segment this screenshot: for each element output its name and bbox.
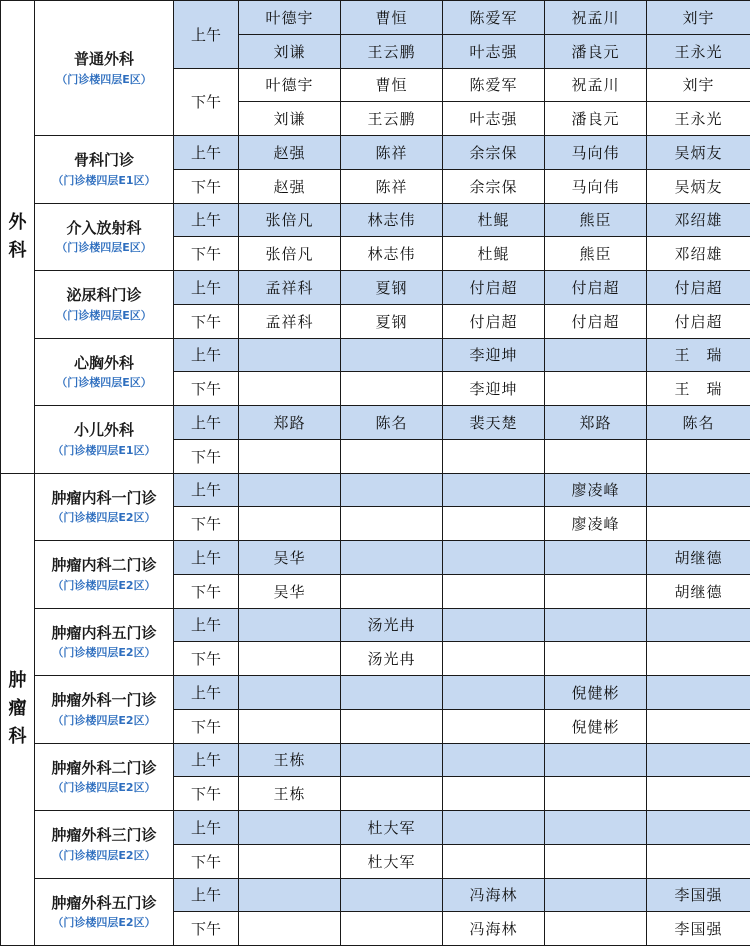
doctor-cell: 叶德宇 <box>239 1 341 35</box>
doctor-cell <box>239 878 341 912</box>
doctor-cell: 陈爱军 <box>443 1 545 35</box>
doctor-cell: 陈祥 <box>341 169 443 203</box>
doctor-cell: 张倍凡 <box>239 237 341 271</box>
doctor-cell: 马向伟 <box>545 136 647 170</box>
doctor-cell: 陈祥 <box>341 136 443 170</box>
category-label <box>1 1 35 474</box>
doctor-cell: 冯海林 <box>443 912 545 946</box>
doctor-cell <box>443 844 545 878</box>
department-name: 肿瘤外科三门诊 <box>51 826 157 844</box>
department-cell <box>35 271 174 339</box>
department-name: 骨科门诊 <box>73 151 134 169</box>
category-name: 外科 <box>8 211 27 261</box>
doctor-cell: 杜大军 <box>341 844 443 878</box>
doctor-cell: 郑路 <box>545 406 647 440</box>
doctor-cell: 吴炳友 <box>647 136 750 170</box>
time-slot: 下午 <box>174 574 239 608</box>
category-name: 肿瘤科 <box>8 670 27 748</box>
doctor-cell <box>545 608 647 642</box>
department-location: （门诊楼四层E区） <box>56 241 152 255</box>
doctor-cell <box>545 439 647 473</box>
doctor-cell: 王 瑞 <box>647 372 750 406</box>
doctor-cell: 付启超 <box>647 304 750 338</box>
doctor-cell <box>443 608 545 642</box>
schedule-row <box>1 608 750 642</box>
department-cell <box>35 136 174 204</box>
department-name: 肿瘤外科五门诊 <box>51 893 157 912</box>
time-slot: 下午 <box>174 372 239 406</box>
department-name: 肿瘤内科五门诊 <box>51 623 157 642</box>
doctor-cell: 廖凌峰 <box>545 473 647 507</box>
department-name: 肿瘤内科一门诊 <box>51 488 157 507</box>
doctor-cell <box>443 541 545 575</box>
time-slot: 下午 <box>174 507 239 541</box>
doctor-cell <box>239 372 341 406</box>
doctor-cell <box>545 574 647 608</box>
doctor-cell: 胡继德 <box>647 574 750 608</box>
doctor-cell <box>647 439 750 473</box>
doctor-cell: 李国强 <box>647 878 750 912</box>
doctor-cell <box>341 574 443 608</box>
department-location: （门诊楼四层E区） <box>56 308 152 322</box>
time-slot: 下午 <box>174 68 239 136</box>
time-slot: 下午 <box>174 439 239 473</box>
doctor-cell <box>443 642 545 676</box>
doctor-cell <box>341 676 443 710</box>
department-name: 肿瘤外科二门诊 <box>51 758 157 777</box>
doctor-cell: 杜鲲 <box>443 237 545 271</box>
doctor-cell: 李迎坤 <box>443 338 545 372</box>
time-slot: 下午 <box>174 844 239 878</box>
doctor-cell: 熊臣 <box>545 203 647 237</box>
schedule-row <box>1 811 750 845</box>
doctor-cell: 吴华 <box>239 574 341 608</box>
doctor-cell: 付启超 <box>545 304 647 338</box>
department-cell <box>35 676 174 744</box>
doctor-cell: 王栋 <box>239 743 341 777</box>
doctor-cell: 吴炳友 <box>647 169 750 203</box>
doctor-cell <box>341 473 443 507</box>
doctor-cell <box>647 811 750 845</box>
doctor-cell <box>239 676 341 710</box>
time-slot: 上午 <box>174 608 239 642</box>
doctor-cell: 杜鲲 <box>443 203 545 237</box>
doctor-cell: 付启超 <box>647 271 750 305</box>
doctor-cell: 刘谦 <box>239 34 341 68</box>
time-slot: 下午 <box>174 304 239 338</box>
department-cell <box>35 608 174 676</box>
doctor-cell <box>239 912 341 946</box>
doctor-cell <box>443 507 545 541</box>
doctor-cell <box>341 439 443 473</box>
department-cell <box>35 338 174 406</box>
schedule-row <box>1 878 750 912</box>
doctor-cell: 林志伟 <box>341 203 443 237</box>
doctor-cell: 余宗保 <box>443 169 545 203</box>
doctor-cell <box>239 608 341 642</box>
doctor-cell: 廖凌峰 <box>545 507 647 541</box>
doctor-cell: 倪健彬 <box>545 676 647 710</box>
doctor-cell: 王永光 <box>647 34 750 68</box>
schedule-row <box>1 541 750 575</box>
doctor-cell: 祝孟川 <box>545 68 647 102</box>
doctor-cell <box>545 912 647 946</box>
doctor-cell <box>647 473 750 507</box>
doctor-cell <box>545 338 647 372</box>
doctor-cell: 刘谦 <box>239 102 341 136</box>
doctor-cell: 赵强 <box>239 169 341 203</box>
doctor-cell: 付启超 <box>443 304 545 338</box>
doctor-cell <box>341 777 443 811</box>
department-location: （门诊楼四层E2区） <box>52 646 156 660</box>
time-slot: 上午 <box>174 676 239 710</box>
doctor-cell: 赵强 <box>239 136 341 170</box>
department-name: 肿瘤外科一门诊 <box>51 691 157 709</box>
doctor-cell <box>443 777 545 811</box>
department-location: （门诊楼四层E2区） <box>52 511 156 525</box>
doctor-cell: 杜大军 <box>341 811 443 845</box>
schedule-row <box>1 406 750 440</box>
time-slot: 下午 <box>174 642 239 676</box>
department-name: 心胸外科 <box>73 353 134 372</box>
doctor-cell: 汤光冉 <box>341 608 443 642</box>
doctor-cell <box>443 811 545 845</box>
doctor-cell: 王云鹏 <box>341 102 443 136</box>
schedule-row <box>1 136 750 170</box>
doctor-cell: 马向伟 <box>545 169 647 203</box>
doctor-cell <box>341 507 443 541</box>
doctor-cell: 冯海林 <box>443 878 545 912</box>
schedule-row <box>1 338 750 372</box>
doctor-cell <box>647 777 750 811</box>
doctor-cell <box>239 709 341 743</box>
doctor-cell <box>647 676 750 710</box>
department-cell <box>35 473 174 541</box>
department-cell <box>35 541 174 609</box>
department-name: 泌尿科门诊 <box>66 286 142 304</box>
doctor-cell <box>239 811 341 845</box>
department-cell <box>35 743 174 811</box>
doctor-cell <box>443 676 545 710</box>
doctor-cell: 夏钢 <box>341 271 443 305</box>
doctor-cell: 王 瑞 <box>647 338 750 372</box>
doctor-cell: 汤光冉 <box>341 642 443 676</box>
schedule-row <box>1 271 750 305</box>
department-cell <box>35 878 174 946</box>
schedule-row <box>1 473 750 507</box>
doctor-cell: 陈爱军 <box>443 68 545 102</box>
time-slot: 下午 <box>174 912 239 946</box>
doctor-cell: 潘良元 <box>545 102 647 136</box>
department-location: （门诊楼四层E1区） <box>52 173 156 187</box>
schedule-row <box>1 676 750 710</box>
doctor-cell: 胡继德 <box>647 541 750 575</box>
doctor-cell <box>545 541 647 575</box>
doctor-cell <box>647 743 750 777</box>
time-slot: 下午 <box>174 169 239 203</box>
department-cell <box>35 811 174 879</box>
doctor-cell <box>239 507 341 541</box>
doctor-cell <box>647 709 750 743</box>
time-slot: 上午 <box>174 136 239 170</box>
doctor-cell <box>341 709 443 743</box>
doctor-cell: 孟祥科 <box>239 304 341 338</box>
time-slot: 下午 <box>174 777 239 811</box>
doctor-cell <box>545 777 647 811</box>
doctor-cell <box>647 844 750 878</box>
doctor-cell: 李迎坤 <box>443 372 545 406</box>
doctor-cell: 王云鹏 <box>341 34 443 68</box>
doctor-cell: 叶德宇 <box>239 68 341 102</box>
doctor-cell: 曹恒 <box>341 68 443 102</box>
department-location: （门诊楼四层E2区） <box>52 848 156 862</box>
department-name: 普通外科 <box>73 49 134 68</box>
doctor-cell <box>341 372 443 406</box>
doctor-cell: 陈名 <box>647 406 750 440</box>
doctor-cell: 王栋 <box>239 777 341 811</box>
doctor-cell: 付启超 <box>545 271 647 305</box>
doctor-cell: 裴天楚 <box>443 406 545 440</box>
time-slot: 上午 <box>174 406 239 440</box>
department-location: （门诊楼四层E1区） <box>52 443 156 457</box>
time-slot: 上午 <box>174 811 239 845</box>
doctor-cell: 林志伟 <box>341 237 443 271</box>
doctor-cell <box>545 811 647 845</box>
doctor-cell <box>443 473 545 507</box>
time-slot: 上午 <box>174 271 239 305</box>
department-location: （门诊楼四层E2区） <box>52 781 156 795</box>
doctor-cell <box>545 878 647 912</box>
department-location: （门诊楼四层E2区） <box>52 578 156 592</box>
doctor-cell <box>545 743 647 777</box>
doctor-cell <box>545 372 647 406</box>
schedule-row <box>1 203 750 237</box>
doctor-cell: 郑路 <box>239 406 341 440</box>
doctor-cell: 付启超 <box>443 271 545 305</box>
department-location: （门诊楼四层E区） <box>56 376 152 390</box>
doctor-cell: 邓绍雄 <box>647 237 750 271</box>
category-label <box>1 473 35 946</box>
doctor-cell: 倪健彬 <box>545 709 647 743</box>
doctor-cell <box>545 844 647 878</box>
doctor-cell <box>239 642 341 676</box>
doctor-cell <box>341 878 443 912</box>
department-cell <box>35 406 174 474</box>
doctor-cell <box>647 642 750 676</box>
doctor-cell <box>647 507 750 541</box>
time-slot: 上午 <box>174 473 239 507</box>
department-location: （门诊楼四层E2区） <box>52 916 156 930</box>
doctor-cell <box>341 338 443 372</box>
doctor-cell: 曹恒 <box>341 1 443 35</box>
time-slot: 下午 <box>174 237 239 271</box>
doctor-cell: 熊臣 <box>545 237 647 271</box>
doctor-cell: 夏钢 <box>341 304 443 338</box>
doctor-cell <box>647 608 750 642</box>
time-slot: 上午 <box>174 203 239 237</box>
doctor-cell: 刘宇 <box>647 1 750 35</box>
schedule-row <box>1 1 750 35</box>
department-location: （门诊楼四层E2区） <box>52 713 156 727</box>
time-slot: 上午 <box>174 1 239 69</box>
doctor-cell <box>239 439 341 473</box>
department-cell <box>35 203 174 271</box>
doctor-cell <box>443 574 545 608</box>
doctor-cell <box>443 743 545 777</box>
doctor-cell: 叶志强 <box>443 34 545 68</box>
schedule-row <box>1 743 750 777</box>
doctor-cell: 潘良元 <box>545 34 647 68</box>
doctor-cell: 刘宇 <box>647 68 750 102</box>
doctor-cell: 王永光 <box>647 102 750 136</box>
doctor-cell <box>341 912 443 946</box>
schedule-body <box>1 1 750 946</box>
time-slot: 上午 <box>174 743 239 777</box>
doctor-cell <box>443 709 545 743</box>
time-slot: 下午 <box>174 709 239 743</box>
department-location: （门诊楼四层E区） <box>56 72 152 86</box>
doctor-cell: 祝孟川 <box>545 1 647 35</box>
doctor-cell: 余宗保 <box>443 136 545 170</box>
doctor-cell <box>341 541 443 575</box>
time-slot: 上午 <box>174 878 239 912</box>
department-name: 介入放射科 <box>66 218 142 237</box>
doctor-cell: 孟祥科 <box>239 271 341 305</box>
time-slot: 上午 <box>174 338 239 372</box>
department-cell <box>35 1 174 136</box>
doctor-cell: 张倍凡 <box>239 203 341 237</box>
department-name: 肿瘤内科二门诊 <box>51 556 157 574</box>
doctor-cell: 叶志强 <box>443 102 545 136</box>
time-slot: 上午 <box>174 541 239 575</box>
doctor-cell: 李国强 <box>647 912 750 946</box>
doctor-cell: 邓绍雄 <box>647 203 750 237</box>
doctor-cell <box>545 642 647 676</box>
doctor-cell: 陈名 <box>341 406 443 440</box>
doctor-cell <box>239 338 341 372</box>
department-name: 小儿外科 <box>73 421 134 439</box>
doctor-cell <box>239 473 341 507</box>
doctor-cell <box>341 743 443 777</box>
doctor-cell <box>443 439 545 473</box>
doctor-cell: 吴华 <box>239 541 341 575</box>
doctor-cell <box>239 844 341 878</box>
